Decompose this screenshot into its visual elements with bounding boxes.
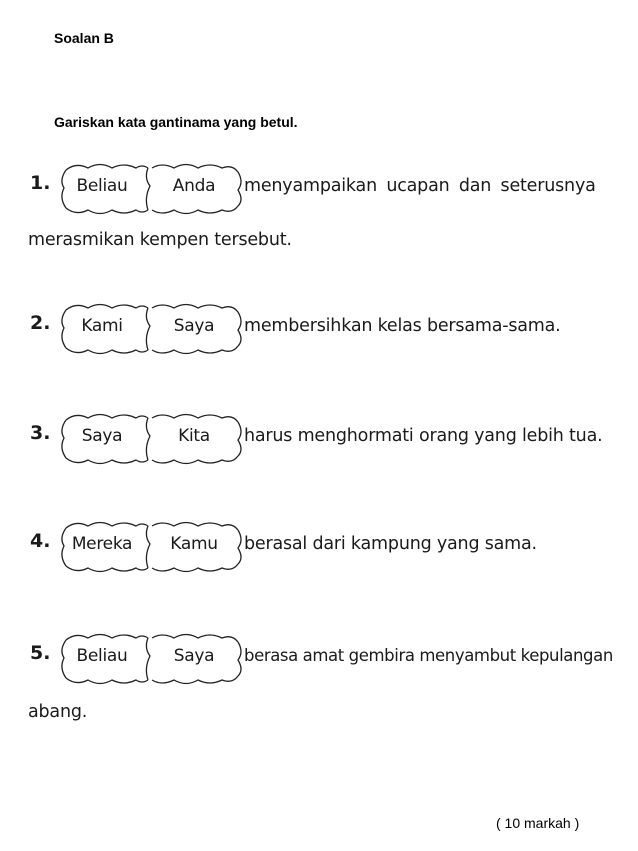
question-1: [30, 160, 630, 220]
question-text: berasa amat gembira menyambut kepulangan: [244, 646, 613, 665]
option-2[interactable]: Saya: [173, 646, 215, 666]
question-5: [30, 630, 630, 690]
question-text: berasal dari kampung yang sama.: [244, 534, 537, 554]
question-number: 5.: [30, 642, 51, 664]
pronoun-choice-box: [56, 630, 242, 690]
question-5-continuation: abang.: [28, 702, 88, 722]
option-1[interactable]: Saya: [81, 426, 123, 446]
option-1[interactable]: Beliau: [76, 646, 128, 666]
pronoun-choice-box: [56, 300, 242, 360]
question-text: membersihkan kelas bersama-sama.: [244, 316, 561, 336]
question-text: harus menghormati orang yang lebih tua.: [244, 426, 603, 446]
option-1[interactable]: Mereka: [71, 534, 133, 554]
option-1[interactable]: Beliau: [76, 176, 128, 196]
question-1-continuation: merasmikan kempen tersebut.: [28, 230, 292, 250]
option-1[interactable]: Kami: [81, 316, 123, 336]
question-number: 4.: [30, 530, 51, 552]
pronoun-choice-box: [56, 518, 242, 578]
option-2[interactable]: Kita: [178, 426, 210, 446]
question-number: 1.: [30, 172, 51, 194]
question-2: [30, 300, 630, 360]
option-2[interactable]: Saya: [173, 316, 215, 336]
question-number: 3.: [30, 422, 51, 444]
section-title: Soalan B: [54, 30, 114, 46]
pronoun-choice-box: [56, 160, 242, 220]
question-text: menyampaikan ucapan dan seterusnya: [244, 176, 596, 196]
instruction: Gariskan kata gantinama yang betul.: [54, 114, 298, 130]
option-2[interactable]: Kamu: [170, 534, 218, 554]
pronoun-choice-box: [56, 410, 242, 470]
question-3: [30, 410, 630, 470]
question-number: 2.: [30, 312, 51, 334]
total-marks: ( 10 markah ): [496, 815, 580, 831]
question-4: [30, 518, 630, 578]
option-2[interactable]: Anda: [172, 176, 216, 196]
